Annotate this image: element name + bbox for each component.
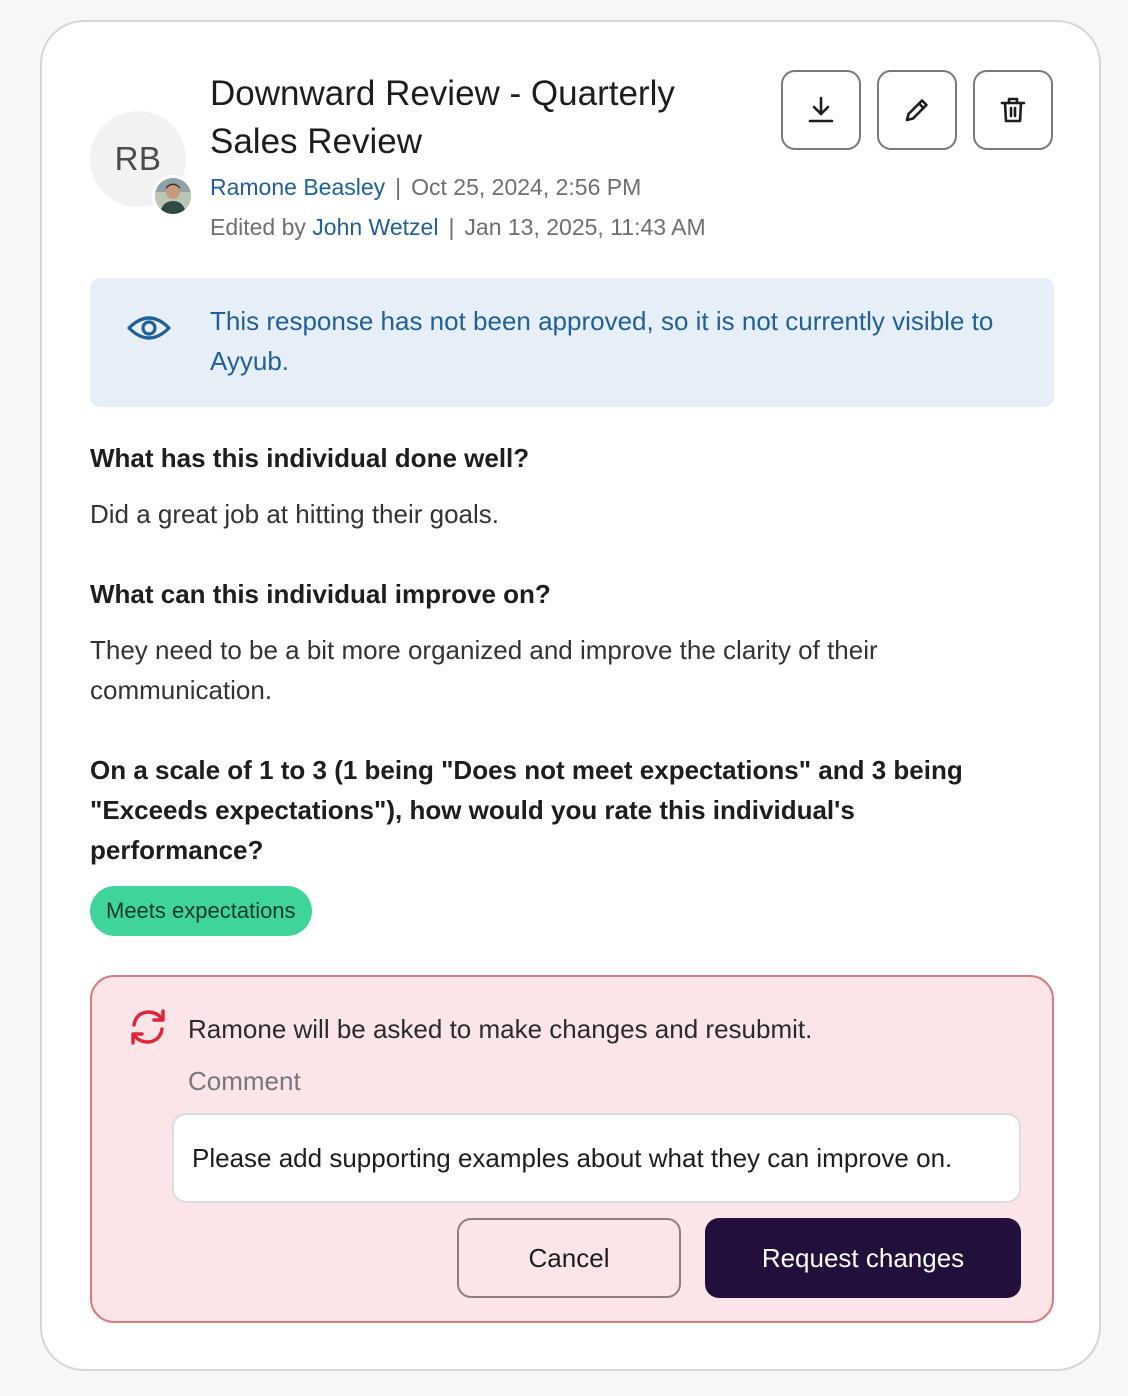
eye-icon: [126, 312, 172, 344]
approval-notice-banner: [90, 278, 1054, 407]
question-3: On a scale of 1 to 3 (1 being "Does not meet expectations" and 3 being "Exceeds expectations"), how would you rate this individual's performance?: [90, 755, 963, 865]
answer-2: They need to be a bit more organized and improve the clarity of their communication.: [90, 635, 878, 705]
approval-notice-text: This response has not been approved, so it is not currently visible to Ayyub.: [210, 306, 994, 376]
author-photo-avatar: [152, 175, 194, 217]
editor-link[interactable]: John Wetzel: [312, 214, 439, 240]
author-link[interactable]: Ramone Beasley: [210, 174, 386, 200]
review-title: Downward Review - Quarterly Sales Review: [210, 74, 675, 161]
edited-timestamp: Jan 13, 2025, 11:43 AM: [464, 214, 706, 240]
meta-separator: |: [448, 214, 455, 240]
download-icon: [805, 94, 837, 126]
avatar-initials: RB: [114, 140, 162, 177]
question-1: What has this individual done well?: [90, 443, 530, 473]
download-button[interactable]: [781, 70, 861, 150]
review-card: [40, 20, 1101, 1371]
trash-icon: [997, 94, 1029, 126]
meta-separator: |: [395, 174, 402, 200]
author-meta: [210, 174, 641, 201]
request-changes-button[interactable]: Request changes: [705, 1218, 1021, 1298]
edit-button[interactable]: [877, 70, 957, 150]
edit-meta: [210, 214, 706, 241]
edited-by-label: Edited by: [210, 214, 306, 240]
delete-button[interactable]: [973, 70, 1053, 150]
pencil-icon: [901, 94, 933, 126]
request-changes-message: Ramone will be asked to make changes and resubmit.: [188, 1014, 813, 1044]
question-2: What can this individual improve on?: [90, 579, 551, 609]
comment-input[interactable]: [172, 1113, 1021, 1203]
refresh-icon: [126, 1007, 170, 1047]
answer-1: Did a great job at hitting their goals.: [90, 499, 500, 529]
comment-label: Comment: [188, 1066, 301, 1096]
created-timestamp: Oct 25, 2024, 2:56 PM: [411, 174, 642, 200]
request-changes-panel: [90, 975, 1054, 1323]
cancel-button[interactable]: Cancel: [457, 1218, 681, 1298]
rating-badge: Meets expectations: [90, 886, 312, 936]
